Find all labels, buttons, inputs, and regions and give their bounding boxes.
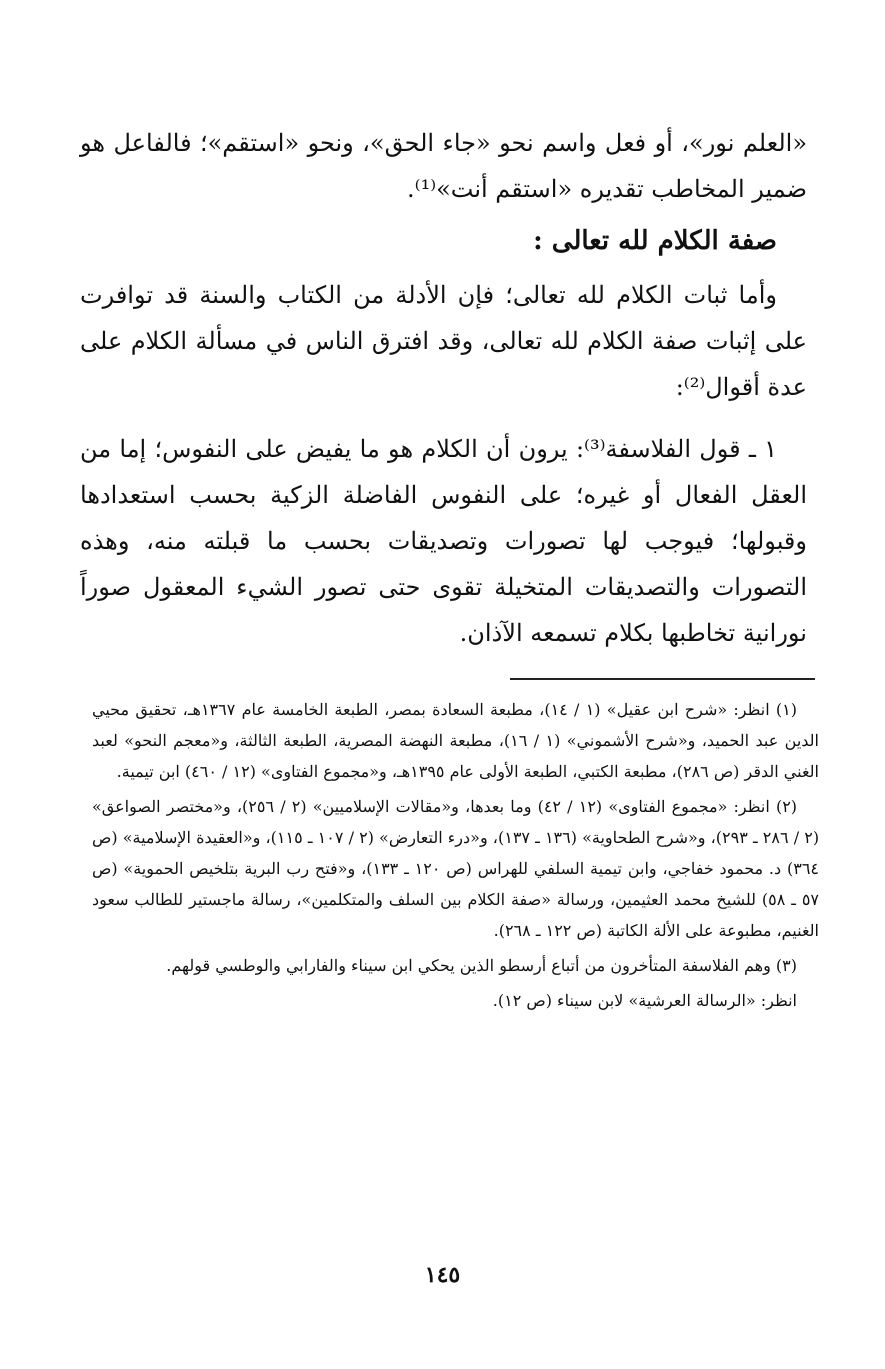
paragraph-philosophers: ١ ـ قول الفلاسفة⁽³⁾: يرون أن الكلام هو ما يفيض على النفوس؛ إما من العقل الفعال أو غيره؛ على النفوس الفاضلة الزكية بحسب استعدادها وقبولها؛ فيوجب لها تصورات وتصديقات بحسب ما قبلته منه، وهذه التصورات والتصديقات المتخيلة تقوى حتى تصور الشيء المعقول صوراً نورانية تخاطبها بكلام تسمعه الآذان. — [80, 435, 807, 647]
footnote-separator — [510, 678, 815, 680]
footnote-2: (٢) انظر: «مجموع الفتاوى» (١٢ / ٤٢) وما بعدها، و«مقالات الإسلاميين» (٢ / ٢٥٦)، و«مختصر الصواعق» (٢ / ٢٨٦ ـ ٢٩٣)، و«شرح الطحاوية» (١٣٦ ـ ١٣٧)، و«درء التعارض» (٢ / ١٠٧ ـ ١١٥)، و«العقيدة الإسلامية» (ص ٣٦٤) د. محمود خفاجي، وابن تيمية السلفي للهراس (ص ١٢٠ ـ ١٣٣)، و«فتح رب البرية بتلخيص الحموية» (ص ٥٧ ـ ٥٨) للشيخ محمد العثيمين، ورسالة «صفة الكلام بين السلف والمتكلمين»، رسالة ماجستير للطالب سعود الغنيم، مطبوعة على الألة الكاتبة (ص ١٢٢ ـ ٢٦٨). — [92, 797, 820, 940]
main-text — [80, 120, 807, 656]
footnote-3: (٣) وهم الفلاسفة المتأخرون من أتباع أرسطو الذين يحكي ابن سيناء والفارابي والوطسي قولهم. — [166, 956, 797, 975]
paragraph-speech-attribute: وأما ثبات الكلام لله تعالى؛ فإن الأدلة من الكتاب والسنة قد توافرت على إثبات صفة الكلام لله تعالى، وقد افترق الناس في مسألة الكلام على عدة أقوال⁽²⁾: — [80, 281, 807, 401]
paragraph-intro: «العلم نور»، أو فعل واسم نحو «جاء الحق»، ونحو «استقم»؛ فالفاعل هو ضمير المخاطب تقديره «استقم أنت»⁽¹⁾. — [80, 129, 807, 203]
footnotes — [92, 694, 819, 1020]
footnote-1: (١) انظر: «شرح ابن عقيل» (١ / ١٤)، مطبعة السعادة بمصر، الطبعة الخامسة عام ١٣٦٧هـ، تحقيق محيي الدين عبد الحميد، و«شرح الأشموني» (١ / ١٦)، مطبعة النهضة المصرية، الطبعة الثالثة، و«معجم النحو» لعبد الغني الدقر (ص ٢٨٦)، مطبعة الكتبي، الطبعة الأولى عام ١٣٩٥هـ، و«مجموع الفتاوى» (١٢ / ٤٦٠) ابن تيمية. — [92, 700, 820, 781]
section-heading: صفة الكلام لله تعالى : — [533, 226, 777, 256]
footnote-3-reference: انظر: «الرسالة العرشية» لابن سيناء (ص ١٢). — [492, 991, 797, 1010]
page-number: ١٤٥ — [424, 1262, 461, 1288]
